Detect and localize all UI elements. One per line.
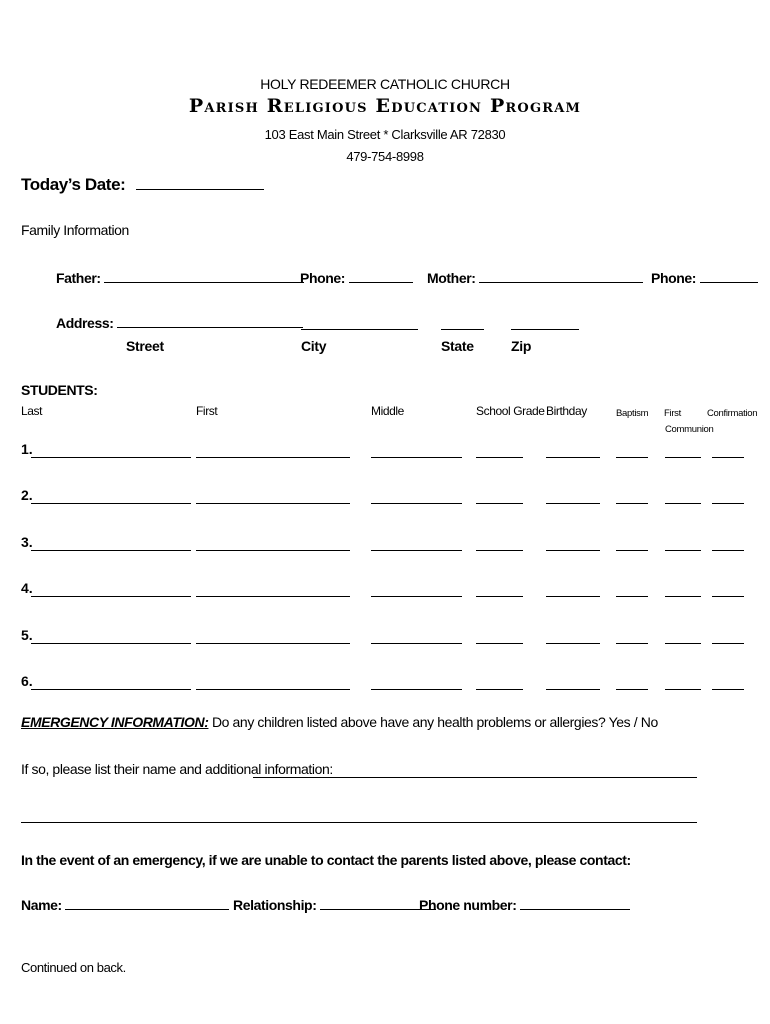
contact-name-row <box>21 895 229 913</box>
student-row-number: 4. <box>21 580 33 596</box>
zip-label: Zip <box>511 338 532 354</box>
col-middle: Middle <box>371 404 404 418</box>
state-label: State <box>441 338 474 354</box>
student-middle-field[interactable] <box>371 596 462 597</box>
student-birthday-field[interactable] <box>546 689 600 690</box>
student-grade-field[interactable] <box>476 596 523 597</box>
student-confirmation-field[interactable] <box>712 503 744 504</box>
church-address: 103 East Main Street * Clarksville AR 72830 <box>264 127 506 142</box>
street-label: Street <box>126 338 164 354</box>
student-birthday-field[interactable] <box>546 596 600 597</box>
student-last-field[interactable] <box>31 503 191 504</box>
contact-phone-field[interactable] <box>520 895 630 910</box>
student-last-field[interactable] <box>31 550 191 551</box>
contact-phone-row <box>419 895 630 913</box>
todays-date-label: Today’s Date: <box>21 175 126 194</box>
col-first-communion-2: Communion <box>665 424 714 435</box>
student-baptism-field[interactable] <box>616 457 648 458</box>
col-first: First <box>196 404 218 418</box>
student-row-number: 3. <box>21 534 33 550</box>
student-middle-field[interactable] <box>371 503 462 504</box>
mother-phone-row <box>651 268 758 286</box>
relationship-label: Relationship: <box>233 897 317 913</box>
student-row-number: 1. <box>21 441 33 457</box>
student-birthday-field[interactable] <box>546 457 600 458</box>
student-middle-field[interactable] <box>371 550 462 551</box>
city-label: City <box>301 338 327 354</box>
student-baptism-field[interactable] <box>616 503 648 504</box>
emergency-question: Do any children listed above have any health problems or allergies? Yes / No <box>208 714 658 730</box>
zip-field[interactable] <box>511 329 579 330</box>
father-phone-row <box>300 268 413 286</box>
street-field[interactable] <box>117 313 303 328</box>
contact-phone-label: Phone number: <box>419 897 517 913</box>
if-so-row <box>21 761 333 777</box>
student-first-field[interactable] <box>196 596 350 597</box>
student-communion-field[interactable] <box>665 550 701 551</box>
health-info-field-1[interactable] <box>253 777 697 778</box>
student-birthday-field[interactable] <box>546 643 600 644</box>
student-last-field[interactable] <box>31 689 191 690</box>
mother-phone-field[interactable] <box>700 268 758 283</box>
student-baptism-field[interactable] <box>616 689 648 690</box>
student-first-field[interactable] <box>196 503 350 504</box>
col-baptism: Baptism <box>616 408 649 419</box>
col-school-grade: School Grade <box>476 404 545 418</box>
student-communion-field[interactable] <box>665 689 701 690</box>
contact-name-field[interactable] <box>65 895 229 910</box>
father-phone-label: Phone: <box>300 270 346 286</box>
student-baptism-field[interactable] <box>616 550 648 551</box>
student-grade-field[interactable] <box>476 643 523 644</box>
father-label: Father: <box>56 270 101 286</box>
col-last: Last <box>21 404 43 418</box>
church-name: HOLY REDEEMER CATHOLIC CHURCH <box>260 76 510 92</box>
student-middle-field[interactable] <box>371 689 462 690</box>
health-info-field-2[interactable] <box>21 822 697 823</box>
contact-name-label: Name: <box>21 897 62 913</box>
student-first-field[interactable] <box>196 550 350 551</box>
student-row-number: 6. <box>21 673 33 689</box>
emergency-contact-instruction: In the event of an emergency, if we are unable to contact the parents listed above, please contact: <box>21 852 631 868</box>
student-row-number: 2. <box>21 487 33 503</box>
student-first-field[interactable] <box>196 457 350 458</box>
mother-phone-label: Phone: <box>651 270 697 286</box>
students-heading: STUDENTS: <box>21 382 98 398</box>
todays-date-row <box>21 175 264 195</box>
todays-date-field[interactable] <box>136 175 264 190</box>
student-row-number: 5. <box>21 627 33 643</box>
mother-row <box>427 268 643 286</box>
student-communion-field[interactable] <box>665 457 701 458</box>
address-label: Address: <box>56 315 114 331</box>
student-grade-field[interactable] <box>476 689 523 690</box>
mother-label: Mother: <box>427 270 476 286</box>
father-phone-field[interactable] <box>349 268 413 283</box>
student-communion-field[interactable] <box>665 596 701 597</box>
student-communion-field[interactable] <box>665 643 701 644</box>
if-so-label: If so, please list their name and additional information: <box>21 761 333 777</box>
student-grade-field[interactable] <box>476 457 523 458</box>
student-middle-field[interactable] <box>371 643 462 644</box>
student-communion-field[interactable] <box>665 503 701 504</box>
student-last-field[interactable] <box>31 643 191 644</box>
student-last-field[interactable] <box>31 596 191 597</box>
student-baptism-field[interactable] <box>616 643 648 644</box>
student-grade-field[interactable] <box>476 503 523 504</box>
father-row <box>56 268 304 286</box>
student-baptism-field[interactable] <box>616 596 648 597</box>
student-birthday-field[interactable] <box>546 550 600 551</box>
continued-note: Continued on back. <box>21 960 126 975</box>
address-row <box>56 313 303 331</box>
state-field[interactable] <box>441 329 484 330</box>
city-field[interactable] <box>301 329 418 330</box>
program-title: Parish Religious Education Program <box>188 95 582 117</box>
student-middle-field[interactable] <box>371 457 462 458</box>
student-confirmation-field[interactable] <box>712 643 744 644</box>
student-birthday-field[interactable] <box>546 503 600 504</box>
student-grade-field[interactable] <box>476 550 523 551</box>
col-birthday: Birthday <box>546 404 587 418</box>
church-phone: 479-754-8998 <box>346 149 424 164</box>
student-confirmation-field[interactable] <box>712 457 744 458</box>
father-field[interactable] <box>104 268 304 283</box>
student-confirmation-field[interactable] <box>712 689 744 690</box>
emergency-heading: EMERGENCY INFORMATION: <box>21 714 209 730</box>
student-first-field[interactable] <box>196 689 350 690</box>
student-confirmation-field[interactable] <box>712 596 744 597</box>
col-confirmation: Confirmation <box>707 408 758 419</box>
mother-field[interactable] <box>479 268 643 283</box>
relationship-row <box>233 895 436 913</box>
student-first-field[interactable] <box>196 643 350 644</box>
col-first-communion-1: First <box>664 408 681 419</box>
emergency-question-row <box>21 714 658 730</box>
student-last-field[interactable] <box>31 457 191 458</box>
student-confirmation-field[interactable] <box>712 550 744 551</box>
family-info-heading: Family Information <box>21 222 129 238</box>
